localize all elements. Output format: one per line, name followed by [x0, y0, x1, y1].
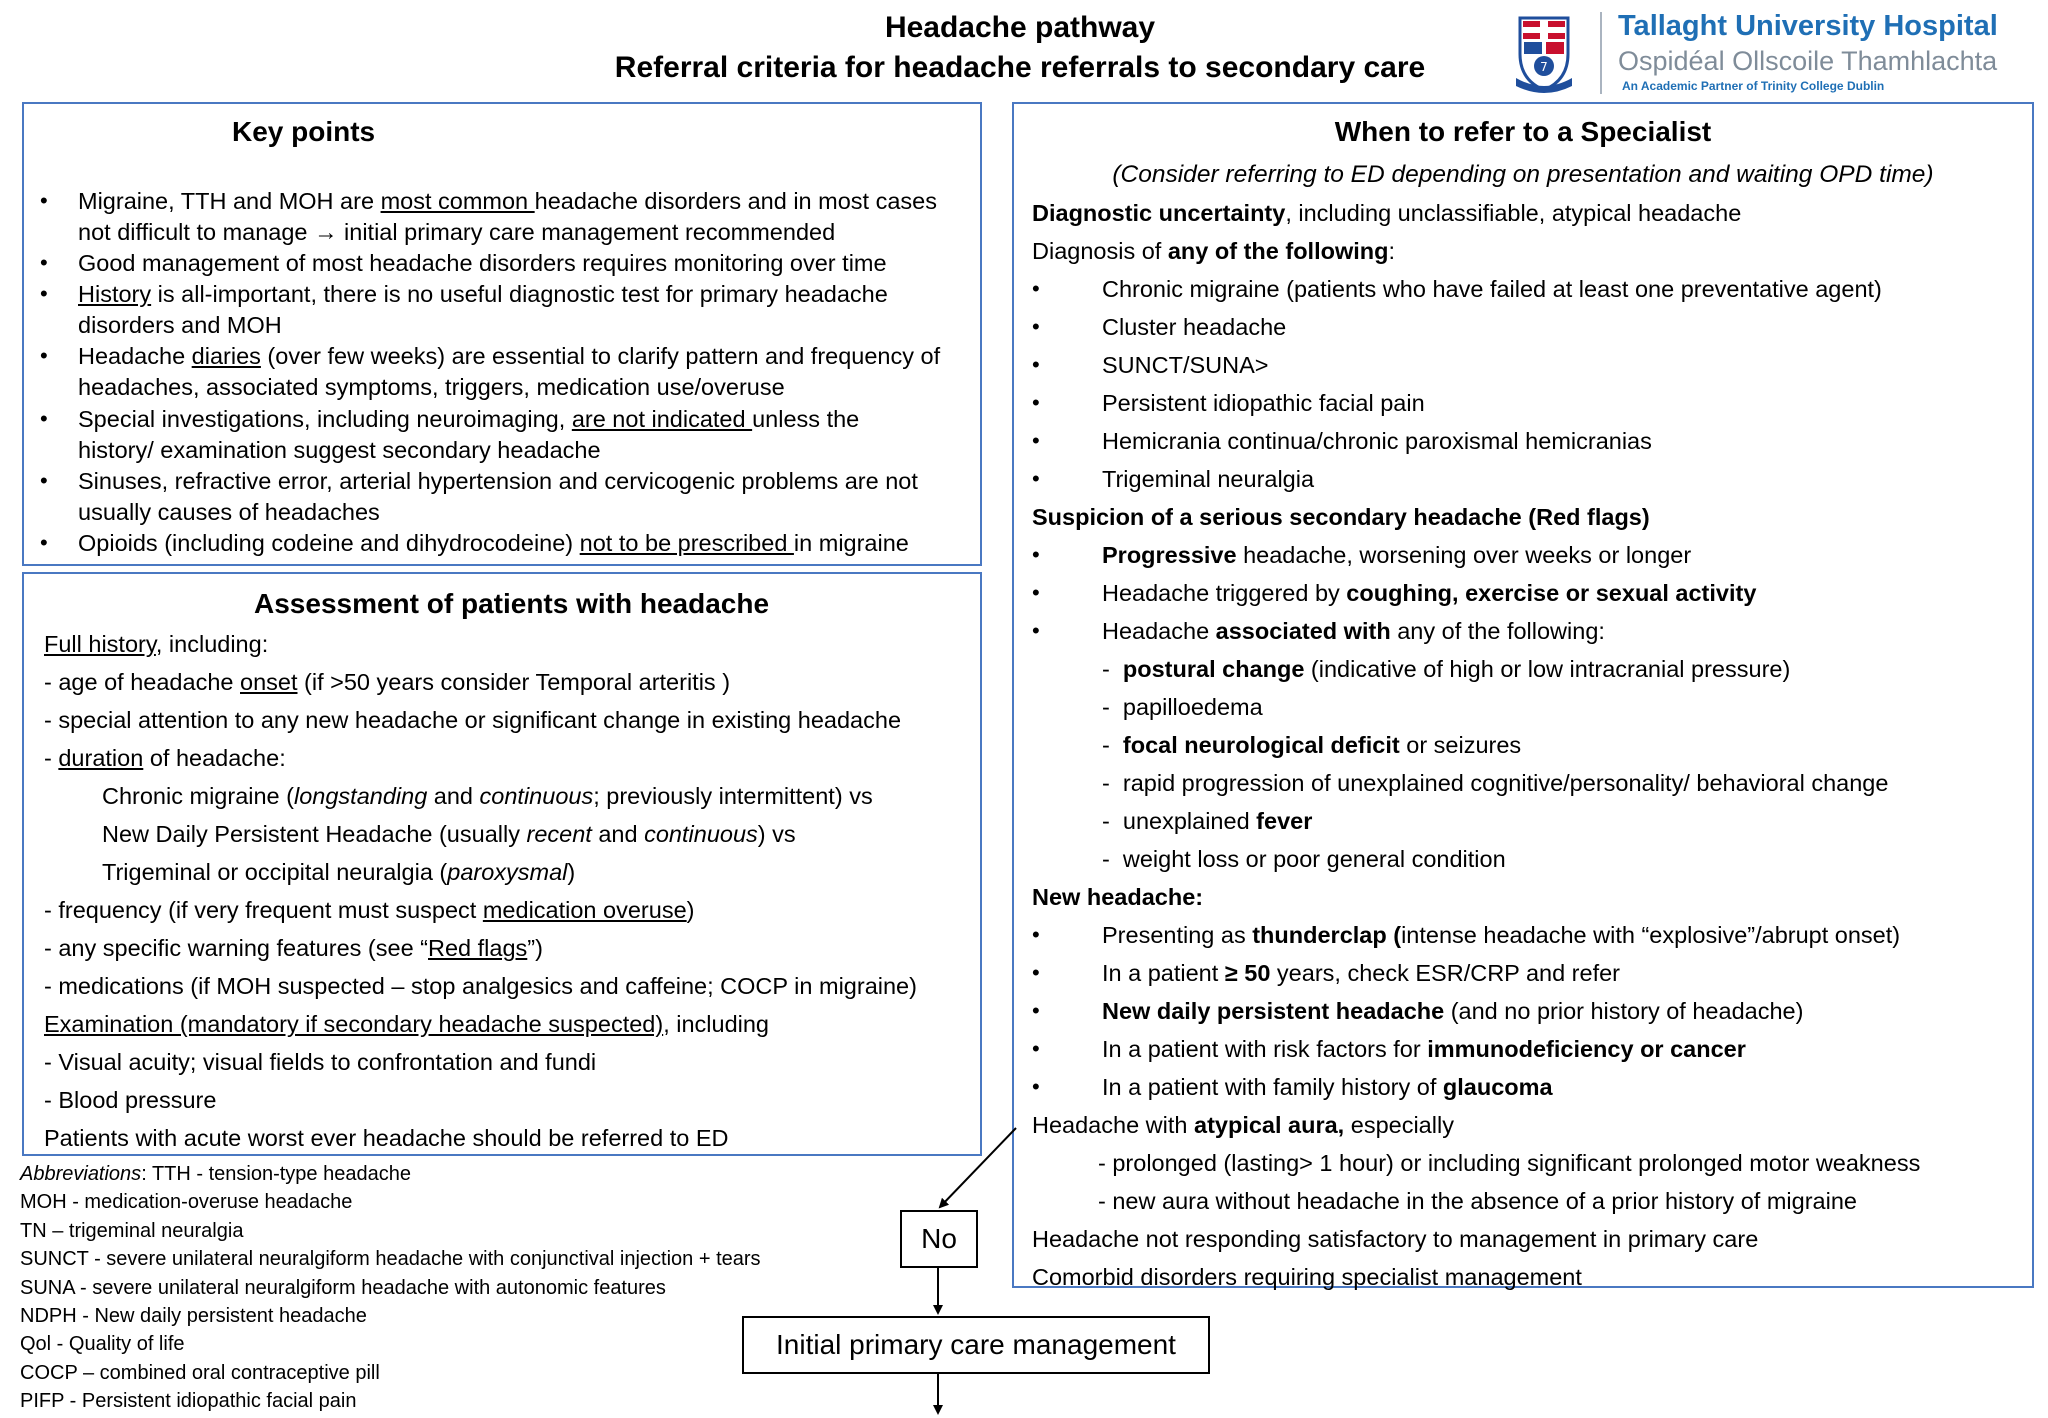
key-points-box: Key points • Migraine, TTH and MOH are most common headache disorders and in most cases not difficult to manage → initial primary care management recommended • Good management of most headache disorders requires monitoring over time • History is all-important, there is no useful diagnostic test for primary headache disorders and MOH • Headache diaries (over few weeks) are essential to clarify pattern and frequency of headaches, associated symptoms, triggers, medication use/overuse • Special investigations, including neuroimaging, are not indicated unless the history/ examination suggest secondary headache • Sinuses, refractive error, arterial hypertension and cervicogenic problems are not usually causes of headaches • Opioids (including codeine and dihydrocodeine) not to be prescribed in migraine [22, 102, 982, 566]
neuralgia-line: Trigeminal or occipital neuralgia (paroxysmal) [102, 859, 576, 885]
initial-primary-care-box: Initial primary care management [742, 1316, 1210, 1374]
bullet-icon: • [1032, 428, 1040, 453]
referral-heading: When to refer to a Specialist [1334, 116, 1712, 147]
chronic-migraine-line: Chronic migraine (longstanding and continuous; previously intermittent) vs [102, 783, 873, 809]
abbreviation-item: SUNA - severe unilateral neuralgiform headache with autonomic features [20, 1277, 666, 1299]
abbreviation-item: MOH - medication-overuse headache [20, 1191, 353, 1213]
ndph-line: New Daily Persistent Headache (usually recent and continuous) vs [102, 821, 796, 847]
hospital-name-irish: Ospidéal Ollscoile Thamhlachta [1618, 46, 1998, 76]
abbreviation-item: Qol - Quality of life [20, 1333, 185, 1355]
aura-detail: - prolonged (lasting> 1 hour) or including significant prolonged motor weakness [1098, 1150, 1921, 1176]
bullet-icon: • [1032, 1074, 1040, 1099]
diagnosis-item: Cluster headache [1102, 314, 1287, 340]
svg-text:7: 7 [1540, 60, 1548, 74]
bullet-icon: • [40, 530, 48, 555]
bullet-icon: • [40, 250, 48, 275]
full-history-line: Full history, including: [44, 631, 269, 657]
duration-line: - duration of headache: [44, 745, 286, 771]
red-flag-item: Headache triggered by coughing, exercise or sexual activity [1102, 580, 1757, 606]
bullet-icon: • [1032, 998, 1040, 1023]
arrow-to-no [940, 1128, 1016, 1207]
bullet-icon: • [1032, 314, 1040, 339]
new-headache-item: In a patient with family history of glaucoma [1102, 1074, 1553, 1100]
bullet-icon: • [1032, 922, 1040, 947]
examination-line: Examination (mandatory if secondary headache suspected), including [44, 1011, 770, 1037]
bullet-icon: • [1032, 618, 1040, 643]
blood-pressure-line: - Blood pressure [44, 1087, 217, 1113]
new-headache-item: Presenting as thunderclap (intense headache with “explosive”/abrupt onset) [1102, 922, 1901, 948]
bullet-icon: • [1032, 580, 1040, 605]
aura-detail: - new aura without headache in the absence of a prior history of migraine [1098, 1188, 1857, 1214]
bullet-icon: • [1032, 1036, 1040, 1061]
hospital-tagline: An Academic Partner of Trinity College Dublin [1622, 79, 1885, 93]
new-headache-heading: New headache: [1032, 884, 1204, 910]
abbreviation-item: PIFP - Persistent idiopathic facial pain [20, 1390, 357, 1412]
page-title: Headache pathway [884, 11, 1156, 44]
abbreviation-item: Abbreviations: TTH - tension-type headache [20, 1163, 411, 1185]
bullet-icon: • [40, 468, 48, 493]
diagnosis-item: SUNCT/SUNA> [1102, 352, 1269, 378]
bullet-icon: • [40, 281, 48, 306]
bullet-icon: • [1032, 276, 1040, 301]
bullet-icon: • [40, 343, 48, 368]
visual-acuity-line: - Visual acuity; visual fields to confrontation and fundi [44, 1049, 597, 1075]
special-attention-line: - special attention to any new headache or significant change in existing headache [44, 707, 902, 733]
diagnostic-uncertainty-line: Diagnostic uncertainty, including unclassifiable, atypical headache [1032, 200, 1742, 226]
diagnosis-item: Trigeminal neuralgia [1102, 466, 1315, 492]
not-responding-line: Headache not responding satisfactory to management in primary care [1032, 1226, 1759, 1252]
diagnosis-of-line: Diagnosis of any of the following: [1032, 238, 1396, 264]
associated-feature: - postural change (indicative of high or low intracranial pressure) [1102, 656, 1791, 682]
frequency-line: - frequency (if very frequent must suspect medication overuse) [44, 897, 695, 923]
no-decision-box: No [900, 1210, 978, 1268]
red-flags-heading: Suspicion of a serious secondary headache (Red flags) [1032, 504, 1650, 530]
red-flag-item: Progressive headache, worsening over weeks or longer [1102, 542, 1692, 568]
atypical-aura-line: Headache with atypical aura, especially [1032, 1112, 1454, 1138]
abbreviation-item: SUNCT - severe unilateral neuralgiform headache with conjunctival injection + tears [20, 1248, 761, 1270]
new-headache-item: New daily persistent headache (and no prior history of headache) [1102, 998, 1804, 1024]
diagnosis-item: Persistent idiopathic facial pain [1102, 390, 1425, 416]
bullet-icon: • [1032, 390, 1040, 415]
warning-features-line: - any specific warning features (see “Red flags”) [44, 935, 543, 961]
comorbid-line: Comorbid disorders requiring specialist management [1032, 1264, 1582, 1290]
hospital-name: Tallaght University Hospital [1618, 10, 1998, 42]
diagnosis-item: Hemicrania continua/chronic paroxismal hemicranias [1102, 428, 1652, 454]
bullet-icon: • [40, 188, 48, 213]
red-flag-item: Headache associated with any of the following: [1102, 618, 1605, 644]
abbreviation-item: NDPH - New daily persistent headache [20, 1305, 367, 1327]
acute-headache-line: Patients with acute worst ever headache should be referred to ED [44, 1125, 729, 1151]
assessment-heading: Assessment of patients with headache [254, 588, 770, 619]
key-points-heading: Key points [232, 116, 376, 147]
bullet-icon: • [1032, 466, 1040, 491]
abbreviation-item: TN – trigeminal neuralgia [20, 1220, 244, 1242]
associated-feature: - papilloedema [1102, 694, 1263, 720]
associated-feature: - unexplained fever [1102, 808, 1313, 834]
abbreviation-item: COCP – combined oral contraceptive pill [20, 1362, 380, 1384]
page-subtitle: Referral criteria for headache referrals to secondary care [614, 51, 1426, 84]
medications-line: - medications (if MOH suspected – stop analgesics and caffeine; COCP in migraine) [44, 973, 917, 999]
referral-subheading: (Consider referring to ED depending on presentation and waiting OPD time) [1112, 161, 1934, 188]
onset-line: - age of headache onset (if >50 years consider Temporal arteritis ) [44, 669, 731, 695]
bullet-icon: • [1032, 352, 1040, 377]
bullet-icon: • [1032, 960, 1040, 985]
new-headache-item: In a patient with risk factors for immunodeficiency or cancer [1102, 1036, 1746, 1062]
associated-feature: - focal neurological deficit or seizures [1102, 732, 1522, 758]
associated-feature: - rapid progression of unexplained cognitive/personality/ behavioral change [1102, 770, 1889, 796]
diagnosis-item: Chronic migraine (patients who have failed at least one preventative agent) [1102, 276, 1882, 302]
bullet-icon: • [1032, 542, 1040, 567]
bullet-icon: • [40, 406, 48, 431]
new-headache-item: In a patient ≥ 50 years, check ESR/CRP and refer [1102, 960, 1621, 986]
associated-feature: - weight loss or poor general condition [1102, 846, 1506, 872]
